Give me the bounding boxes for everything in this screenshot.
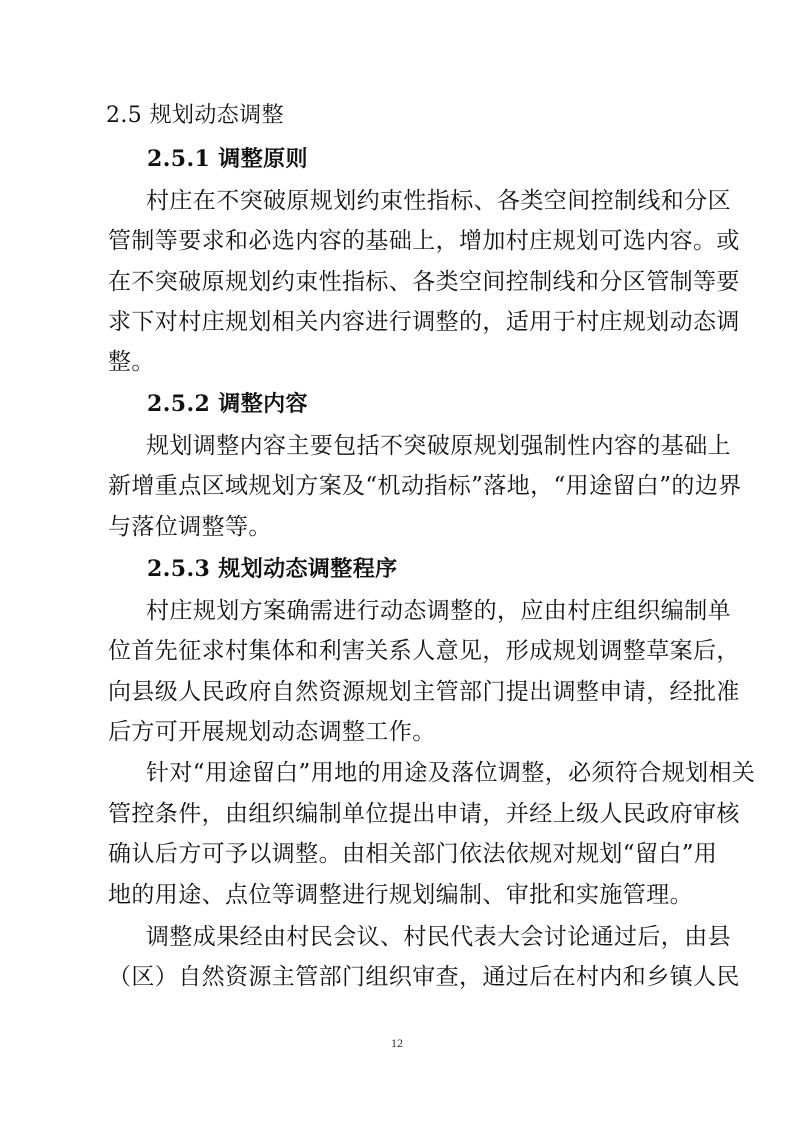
paragraph-line: 针对“用途留白”用地的用途及落位调整，必须符合规划相关 [146, 760, 756, 786]
paragraph-line: 在不突破原规划约束性指标、各类空间控制线和分区管制等要 [108, 269, 740, 295]
paragraph-line: 管控条件，由组织编制单位提出申请，并经上级人民政府审核 [108, 801, 740, 827]
section-heading: 2.5 规划动态调整 [106, 103, 284, 128]
subsection-heading-adjustment-content: 2.5.2 调整内容 [147, 391, 308, 417]
page-number: 12 [391, 1036, 403, 1050]
paragraph-line: 求下对村庄规划相关内容进行调整的，适用于村庄规划动态调 [108, 309, 740, 335]
paragraph-line: 确认后方可予以调整。由相关部门依法依规对规划“留白”用 [108, 841, 718, 867]
paragraph-line: 村庄规划方案确需进行动态调整的，应由村庄组织编制单 [146, 598, 731, 624]
paragraph-line: 后方可开展规划动态调整工作。 [108, 719, 436, 745]
paragraph-line: 地的用途、点位等调整进行规划编制、审批和实施管理。 [108, 882, 693, 908]
subsection-heading-adjustment-principles: 2.5.1 调整原则 [147, 146, 308, 172]
paragraph-line: 村庄在不突破原规划约束性指标、各类空间控制线和分区 [146, 188, 731, 214]
paragraph-line: 位首先征求村集体和利害关系人意见，形成规划调整草案后， [108, 638, 740, 664]
paragraph-line: 整。 [108, 349, 155, 375]
paragraph-line: 管制等要求和必选内容的基础上，增加村庄规划可选内容。或 [108, 228, 740, 254]
paragraph-line: 规划调整内容主要包括不突破原规划强制性内容的基础上 [146, 433, 731, 459]
paragraph-line: 与落位调整等。 [108, 514, 272, 540]
subsection-heading-adjustment-procedure: 2.5.3 规划动态调整程序 [147, 556, 398, 582]
paragraph-line: 调整成果经由村民会议、村民代表大会讨论通过后，由县 [146, 924, 731, 950]
paragraph-line: 向县级人民政府自然资源规划主管部门提出调整申请，经批准 [108, 679, 740, 705]
paragraph-line: （区）自然资源主管部门组织审查，通过后在村内和乡镇人民 [108, 964, 740, 990]
paragraph-line: 新增重点区域规划方案及“机动指标”落地，“用途留白”的边界 [108, 473, 742, 499]
